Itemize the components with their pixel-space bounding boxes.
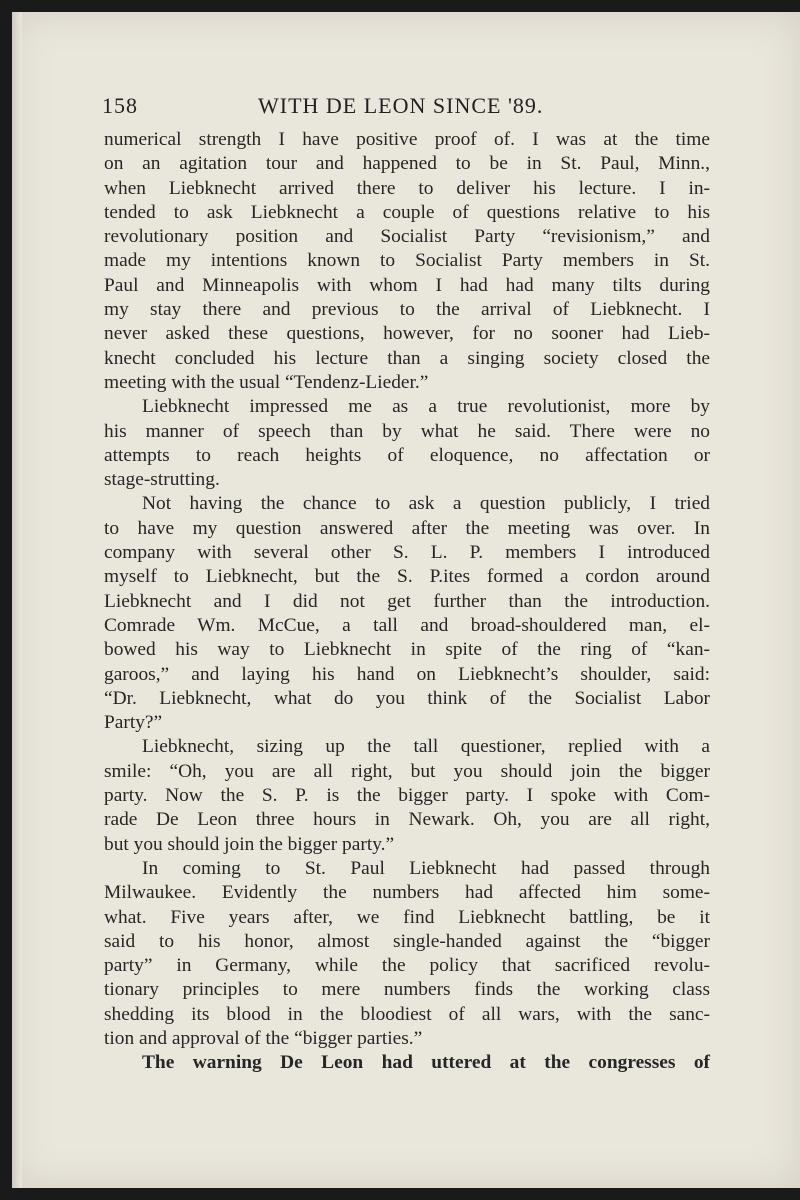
text-line: said to his honor, almost single-handed against the “bigger (104, 930, 710, 952)
text-line: what. Five years after, we find Liebknecht battling, be it (104, 906, 710, 928)
text-line: The warning De Leon had uttered at the congresses of (142, 1052, 710, 1074)
text-line: but you should join the bigger party.” (104, 833, 395, 855)
text-line: garoos,” and laying his hand on Liebknecht’s shoulder, said: (104, 663, 710, 685)
text-line: party. Now the S. P. is the bigger party. I spoke with Com- (104, 785, 710, 807)
text-line: shedding its blood in the bloodiest of all wars, with the sanc- (104, 1003, 710, 1025)
text-line: bowed his way to Liebknecht in spite of the ring of “kan- (104, 639, 710, 661)
text-line: In coming to St. Paul Liebknecht had passed through (142, 857, 710, 879)
text-line: numerical strength I have positive proof of. I was at the time (104, 129, 710, 150)
text-line: company with several other S. L. P. members I introduced (104, 542, 710, 564)
text-line: stage-strutting. (104, 469, 220, 491)
text-line: “Dr. Liebknecht, what do you think of the Socialist Labor (104, 687, 710, 709)
text-line: Party?” (104, 712, 163, 734)
text-line: Liebknecht and I did not get further than the introduction. (104, 590, 710, 612)
body-text (104, 128, 710, 1076)
text-line: myself to Liebknecht, but the S. P.ites formed a cordon around (104, 566, 710, 588)
text-line: Milwaukee. Evidently the numbers had affected him some- (104, 882, 710, 904)
text-line: party” in Germany, while the policy that sacrificed revolu- (104, 955, 710, 977)
text-line: revolutionary position and Socialist Party “revisionism,” and (104, 226, 710, 248)
text-line: tionary principles to mere numbers finds the working class (104, 979, 710, 1001)
text-line: Liebknecht impressed me as a true revolutionist, more by (142, 396, 710, 418)
text-line: when Liebknecht arrived there to deliver his lecture. I in- (104, 177, 710, 199)
text-line: on an agitation tour and happened to be in St. Paul, Minn., (104, 153, 710, 175)
text-line: Not having the chance to ask a question publicly, I tried (142, 493, 710, 515)
text-line: Liebknecht, sizing up the tall questioner, replied with a (142, 736, 710, 758)
text-line: rade De Leon three hours in Newark. Oh, you are all right, (104, 809, 710, 831)
text-line: Paul and Minneapolis with whom I had had many tilts during (104, 274, 710, 296)
text-line: my stay there and previous to the arrival of Liebknecht. I (104, 299, 710, 321)
running-head: WITH DE LEON SINCE '89. (258, 93, 544, 118)
text-line: meeting with the usual “Tendenz-Lieder.” (104, 371, 429, 393)
text-line: Comrade Wm. McCue, a tall and broad-shouldered man, el- (104, 614, 710, 636)
text-line: attempts to reach heights of eloquence, no affectation or (104, 444, 710, 466)
text-line: made my intentions known to Socialist Party members in St. (104, 250, 710, 272)
text-line: tended to ask Liebknecht a couple of questions relative to his (104, 201, 710, 223)
page-gutter-shadow (12, 12, 22, 1188)
page-header (102, 93, 708, 123)
text-line: his manner of speech than by what he said. There were no (104, 420, 710, 442)
page-number: 158 (102, 93, 138, 118)
text-line: to have my question answered after the meeting was over. In (104, 517, 710, 539)
text-line: tion and approval of the “bigger parties.” (104, 1027, 423, 1049)
text-line: never asked these questions, however, for no sooner had Lieb- (104, 323, 710, 345)
text-line: smile: “Oh, you are all right, but you should join the bigger (104, 760, 710, 782)
text-line: knecht concluded his lecture than a singing society closed the (104, 347, 710, 369)
